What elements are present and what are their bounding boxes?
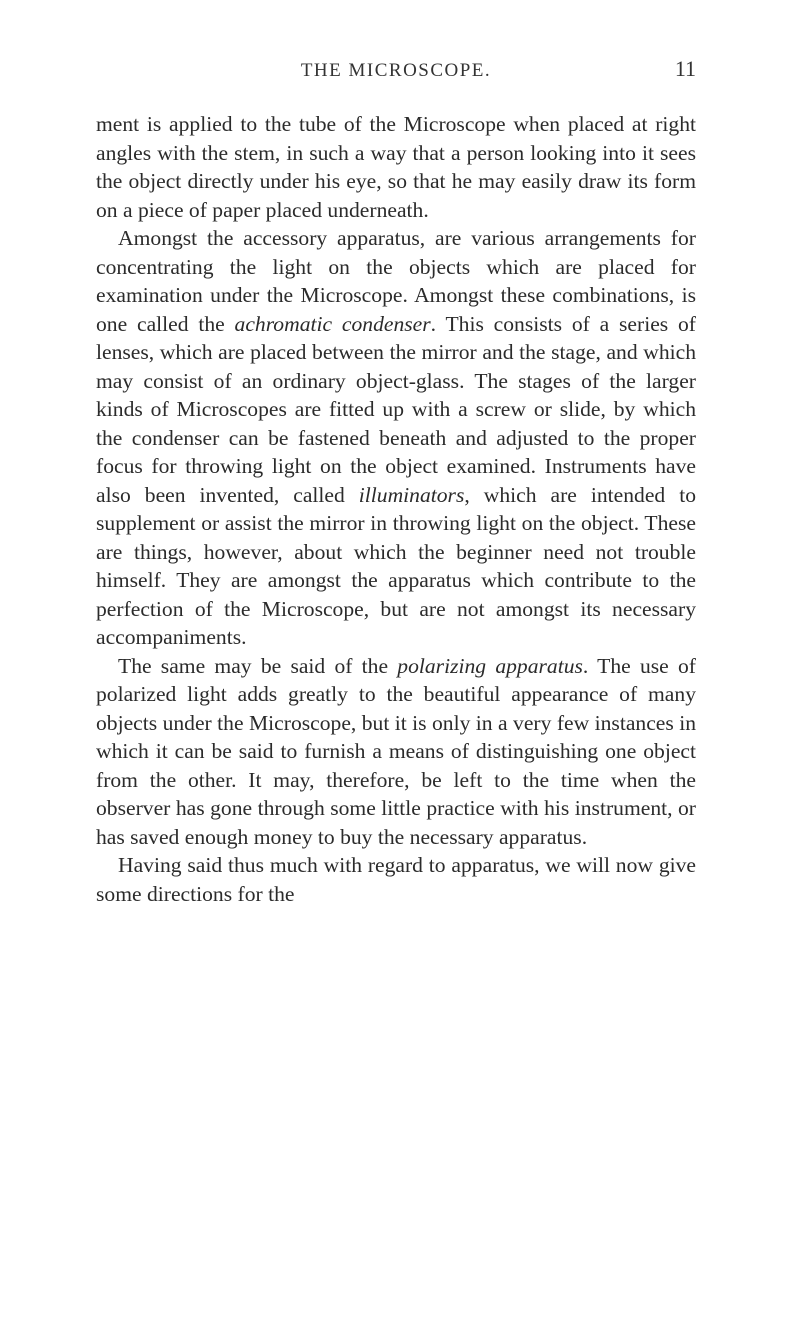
term-polarizing-apparatus: polarizing apparatus xyxy=(397,653,583,678)
paragraph-2-part-b: . This consists of a series of lenses, which are placed between the mirror and the stage, and which may consist of an ordinary object-glass. The stages of the larger kinds of Microscopes are fitted up with a screw or slide, by which the condenser can be fastened beneath and adjusted to the proper focus for throwing light on the object examined. Instruments have also been invented, called xyxy=(96,311,696,507)
term-achromatic-condenser: achromatic condenser xyxy=(234,311,431,336)
running-head xyxy=(96,56,696,88)
paragraph-2-part-c: , which are intended to supplement or assist the mirror in throwing light on the object. These are things, however, about which the beginner need not trouble himself. They are amongst the apparatus which contribute to the perfection of the Microscope, but are not amongst its necessary accompaniments. xyxy=(96,482,696,649)
running-title: THE MICROSCOPE. xyxy=(300,60,492,81)
paragraph-3-part-b: . The use of polarized light adds greatly to the beautiful appearance of many objects under the Microscope, but it is only in a very few instances in which it can be said to furnish a means of distinguishing one object from the other. It may, therefore, be left to the time when the observer has gone through some little practice with his instrument, or has saved enough money to buy the necessary apparatus. xyxy=(96,653,696,849)
paragraph-4: Having said thus much with regard to apparatus, we will now give some directions for the xyxy=(96,853,696,906)
paragraph-1: ment is applied to the tube of the Microscope when placed at right angles with the stem, in such a way that a person looking into it sees the object directly under his eye, so that he may easily draw its form on a piece of paper placed underneath. xyxy=(96,112,696,222)
body-text xyxy=(96,110,696,908)
page-number: 11 xyxy=(674,56,696,81)
paragraph-3 xyxy=(96,652,696,852)
paragraph-2 xyxy=(96,224,696,652)
paragraph-3-part-a: The same may be said of the xyxy=(118,653,398,678)
paragraph-2-part-a: Amongst the accessory apparatus, are various arrangements for concentrating the light on the objects which are placed for examination under the Microscope. Amongst these combinations, is one called the xyxy=(96,226,696,336)
term-illuminators: illuminators xyxy=(358,482,465,507)
